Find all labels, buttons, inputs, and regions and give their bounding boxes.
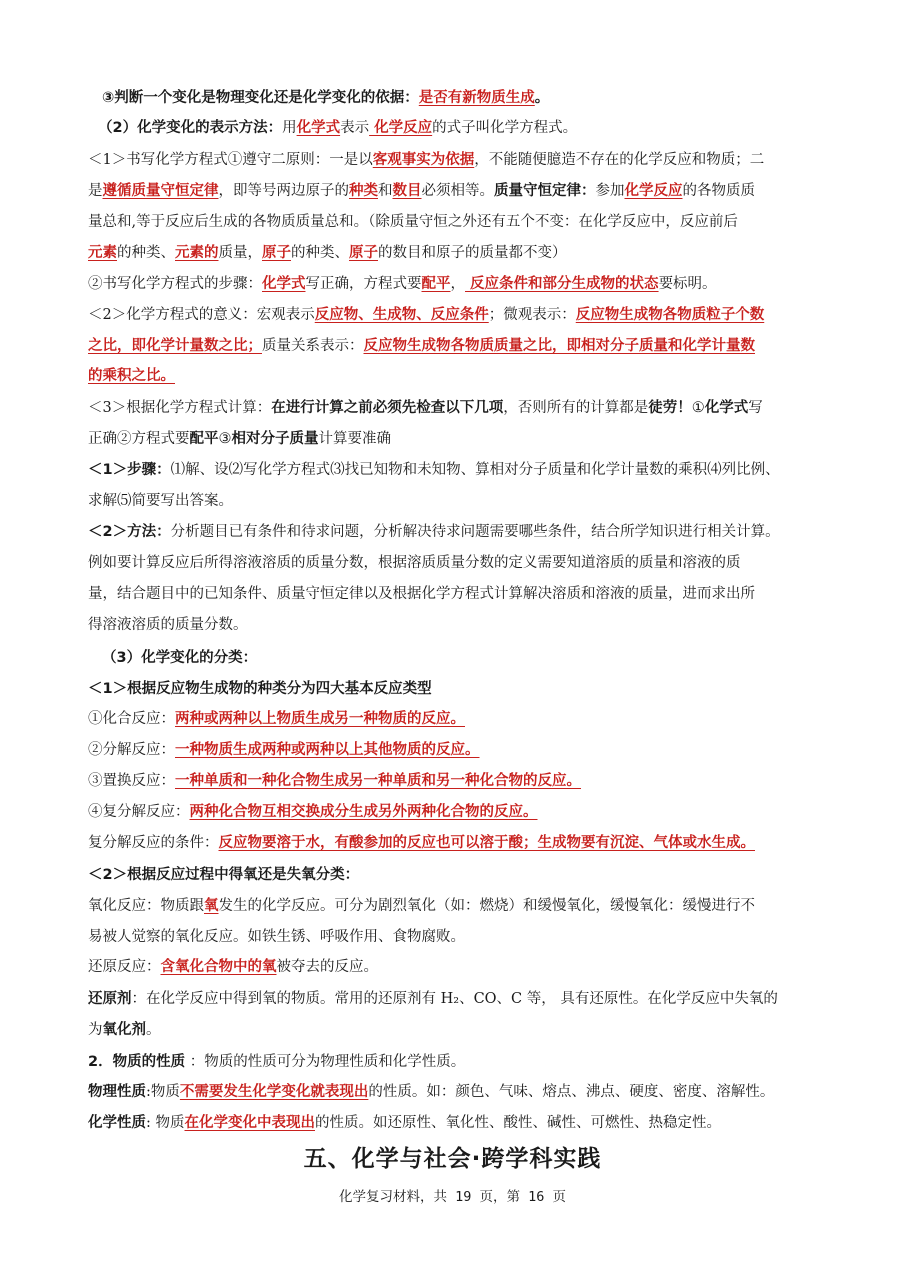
- bold-text: ③判断一个变化是物理变化还是化学变化的依据：: [102, 90, 419, 106]
- text-line: [88, 1082, 833, 1102]
- text-line: [88, 553, 833, 573]
- text-line: [88, 274, 833, 294]
- text-run: 被夺去的反应。: [276, 959, 378, 975]
- text-run: ＜2＞化学方程式的意义：宏观表示: [88, 307, 315, 323]
- key-term: 的乘积之比。: [88, 368, 175, 384]
- text-run: 的性质。如还原性、氧化性、酸性、碱性、可燃性、热稳定性。: [315, 1115, 721, 1131]
- bold-text: 化学性质: [88, 1115, 146, 1131]
- text-run: 的数目和原子的质量都不变）: [378, 245, 567, 261]
- text-line: [88, 522, 833, 542]
- key-term: 在化学变化中表现出: [184, 1115, 315, 1131]
- text-run: 例如要计算反应后所得溶液溶质的质量分数，根据溶质质量分数的定义需要知道溶质的质量和溶液的质: [88, 555, 741, 571]
- text-line: [88, 833, 833, 853]
- key-term: 化学式: [262, 276, 306, 292]
- text-line: [88, 212, 833, 232]
- bold-text: （2）化学变化的表示方法：: [98, 120, 283, 136]
- key-term: 元素: [88, 245, 117, 261]
- text-line: [88, 1113, 833, 1133]
- text-line: [88, 584, 833, 604]
- text-run: ；微观表示：: [488, 307, 576, 323]
- text-run: 写: [748, 400, 763, 416]
- key-term: 化学反应: [369, 120, 433, 136]
- text-run: 的性质。如：颜色、气味、熔点、沸点、硬度、密度、溶解性。: [368, 1084, 775, 1100]
- text-line: [88, 740, 833, 760]
- text-run: ，: [450, 276, 465, 292]
- text-run: 是: [88, 183, 103, 199]
- section-title: 五、化学与社会·跨学科实践: [303, 1146, 602, 1172]
- text-line: [88, 305, 833, 325]
- text-run: ①化合反应：: [88, 711, 175, 727]
- key-term: 种类: [349, 183, 378, 199]
- text-run: ：物质的性质可分为物理性质和化学性质。: [185, 1054, 466, 1070]
- text-line: [88, 150, 833, 170]
- key-term: 两种化合物互相交换成分生成另外两种化合物的反应。: [189, 804, 538, 820]
- key-term: 反应物生成物各物质粒子个数: [575, 307, 765, 323]
- key-term: 原子: [349, 245, 378, 261]
- text-line: [98, 118, 843, 138]
- key-term: 两种或两种以上物质生成另一种物质的反应。: [175, 711, 465, 727]
- text-run: 。: [146, 1022, 161, 1038]
- bold-text: 徒劳！: [648, 400, 692, 416]
- text-line: [88, 771, 833, 791]
- bold-text: ＜2＞根据反应过程中得氧还是失氧分类：: [88, 867, 360, 883]
- text-run: 质量，: [218, 245, 262, 261]
- text-run: 得溶液溶质的质量分数。: [88, 617, 248, 633]
- text-run: 易被人觉察的氧化反应。如铁生锈、呼吸作用、食物腐败。: [88, 929, 465, 945]
- text-line: [88, 1052, 833, 1072]
- text-run: 的种类、: [291, 245, 349, 261]
- key-term: 一种物质生成两种或两种以上其他物质的反应。: [175, 742, 480, 758]
- text-run: ④复分解反应：: [88, 804, 190, 820]
- text-line: [88, 429, 833, 449]
- bold-text: 化学式: [704, 400, 749, 416]
- key-term: 化学式: [296, 120, 341, 136]
- text-line: [88, 366, 833, 386]
- text-run: : 物质: [146, 1115, 185, 1131]
- text-run: 量，结合题目中的已知条件、质量守恒定律以及根据化学方程式计算解决溶质和溶液的质量，进而求出所: [88, 586, 755, 602]
- bold-text: 质量守恒定律：: [494, 183, 596, 199]
- text-line: [102, 88, 847, 108]
- bold-text: 氧化剂: [102, 1022, 146, 1038]
- text-run: 和: [378, 183, 393, 199]
- text-line: [88, 336, 833, 356]
- text-run: 用: [282, 120, 297, 136]
- bold-text: 在进行计算之前必须先检查以下几项: [271, 400, 504, 416]
- text-run: ，即等号两边原子的: [218, 183, 349, 199]
- text-run: 要标明。: [658, 276, 717, 292]
- text-run: ＜1＞书写化学方程式①遵守二原则：一是以: [88, 152, 373, 168]
- text-line: [88, 709, 833, 729]
- text-run: 分析题目已有条件和待求问题，分析解决待求问题需要哪些条件，结合所学知识进行相关计算。: [170, 524, 780, 540]
- text-run: 复分解反应的条件：: [88, 835, 219, 851]
- page-footer: 化学复习材料，共 19 页，第 16 页: [338, 1189, 567, 1205]
- bold-text: ＜2＞方法：: [88, 524, 171, 540]
- text-line: [88, 802, 833, 822]
- key-term: 元素的: [175, 245, 219, 261]
- bold-text: 还原剂: [88, 991, 132, 1007]
- text-run: 求解⑸简要写出答案。: [88, 493, 233, 509]
- key-term: 反应物生成物各物质质量之比，即相对分子质量和化学计量数: [363, 338, 755, 354]
- text-run: 氧化反应：物质跟: [88, 898, 204, 914]
- bold-text: 相对分子质量: [231, 431, 319, 447]
- text-run: 表示: [340, 120, 370, 136]
- text-line: [88, 957, 833, 977]
- text-line: [88, 896, 833, 916]
- text-run: 参加: [595, 183, 625, 199]
- key-term: 不需要发生化学变化就表现出: [179, 1084, 369, 1100]
- text-run: 发生的化学反应。可分为剧烈氧化（如：燃烧）和缓慢氧化，缓慢氧化：缓慢进行不: [218, 898, 755, 914]
- text-line: [88, 615, 833, 635]
- text-run: 写正确，方程式要: [305, 276, 422, 292]
- key-term: 反应物、生成物、反应条件: [314, 307, 489, 323]
- text-run: ②书写化学方程式的步骤：: [88, 276, 262, 292]
- bold-text: 物理性质: [88, 1084, 146, 1100]
- text-run: ，否则所有的计算都是: [503, 400, 649, 416]
- bold-text: ＜1＞步骤：: [88, 462, 171, 478]
- key-term: 反应条件和部分生成物的状态: [465, 276, 659, 292]
- text-line: [88, 679, 833, 699]
- bold-text: 。: [534, 90, 550, 106]
- text-line: [88, 1020, 833, 1040]
- text-line: [88, 243, 833, 263]
- text-run: 质量关系表示：: [262, 338, 364, 354]
- text-line: [88, 865, 833, 885]
- key-term: 之比，即化学计量数之比；: [88, 338, 262, 354]
- key-term: 含氧化合物中的氧: [160, 959, 277, 975]
- text-run: 还原反应：: [88, 959, 161, 975]
- text-line: [88, 491, 833, 511]
- key-term: 客观事实为依据: [372, 152, 475, 168]
- text-run: 的式子叫化学方程式。: [432, 120, 578, 136]
- bold-text: 配平: [189, 431, 219, 447]
- text-run: ＜3＞根据化学方程式计算：: [88, 400, 272, 416]
- text-run: 的各物质质: [682, 183, 755, 199]
- key-term: 反应物要溶于水，有酸参加的反应也可以溶于酸；生成物要有沉淀、气体或水生成。: [218, 835, 755, 851]
- text-run: ，不能随便臆造不存在的化学反应和物质；二: [474, 152, 765, 168]
- text-run: ⑴解、设⑵写化学方程式⑶找已知物和未知物、算相对分子质量和化学计量数的乘积⑷列比例、: [170, 462, 780, 478]
- text-line: [88, 927, 833, 947]
- text-run: 量总和,等于反应后生成的各物质质量总和。（除质量守恒之外还有五个不变：在化学反应中，反应前后: [88, 214, 738, 230]
- text-run: 的种类、: [117, 245, 175, 261]
- text-line: [88, 460, 833, 480]
- key-term: 氧: [204, 898, 219, 914]
- text-line: [88, 181, 833, 201]
- text-run: ：在化学反应中得到氧的物质。常用的还原剂有 H₂、CO、C 等， 具有还原性。在化学反应中失氧的: [131, 991, 778, 1007]
- text-run: :物质: [146, 1084, 180, 1100]
- text-run: 为: [88, 1022, 103, 1038]
- text-run: 计算要准确: [318, 431, 391, 447]
- bold-text: 2．物质的性质: [88, 1054, 186, 1070]
- text-run: ③置换反应：: [88, 773, 175, 789]
- key-term: 遵循质量守恒定律: [102, 183, 219, 199]
- text-line: [102, 648, 847, 668]
- text-line: [88, 989, 833, 1009]
- text-run: ③: [218, 431, 232, 447]
- text-run: 必须相等。: [421, 183, 494, 199]
- text-run: ①: [691, 400, 705, 416]
- bold-text: ＜1＞根据反应物生成物的种类分为四大基本反应类型: [88, 681, 432, 697]
- key-term: 原子: [262, 245, 291, 261]
- text-line: [88, 398, 833, 418]
- key-term: 是否有新物质生成: [418, 90, 535, 106]
- key-term: 化学反应: [624, 183, 683, 199]
- key-term: 配平: [421, 276, 451, 292]
- key-term: 数目: [392, 183, 422, 199]
- text-run: ②分解反应：: [88, 742, 175, 758]
- text-run: 正确②方程式要: [88, 431, 190, 447]
- bold-text: （3）化学变化的分类：: [102, 650, 258, 666]
- key-term: 一种单质和一种化合物生成另一种单质和另一种化合物的反应。: [175, 773, 581, 789]
